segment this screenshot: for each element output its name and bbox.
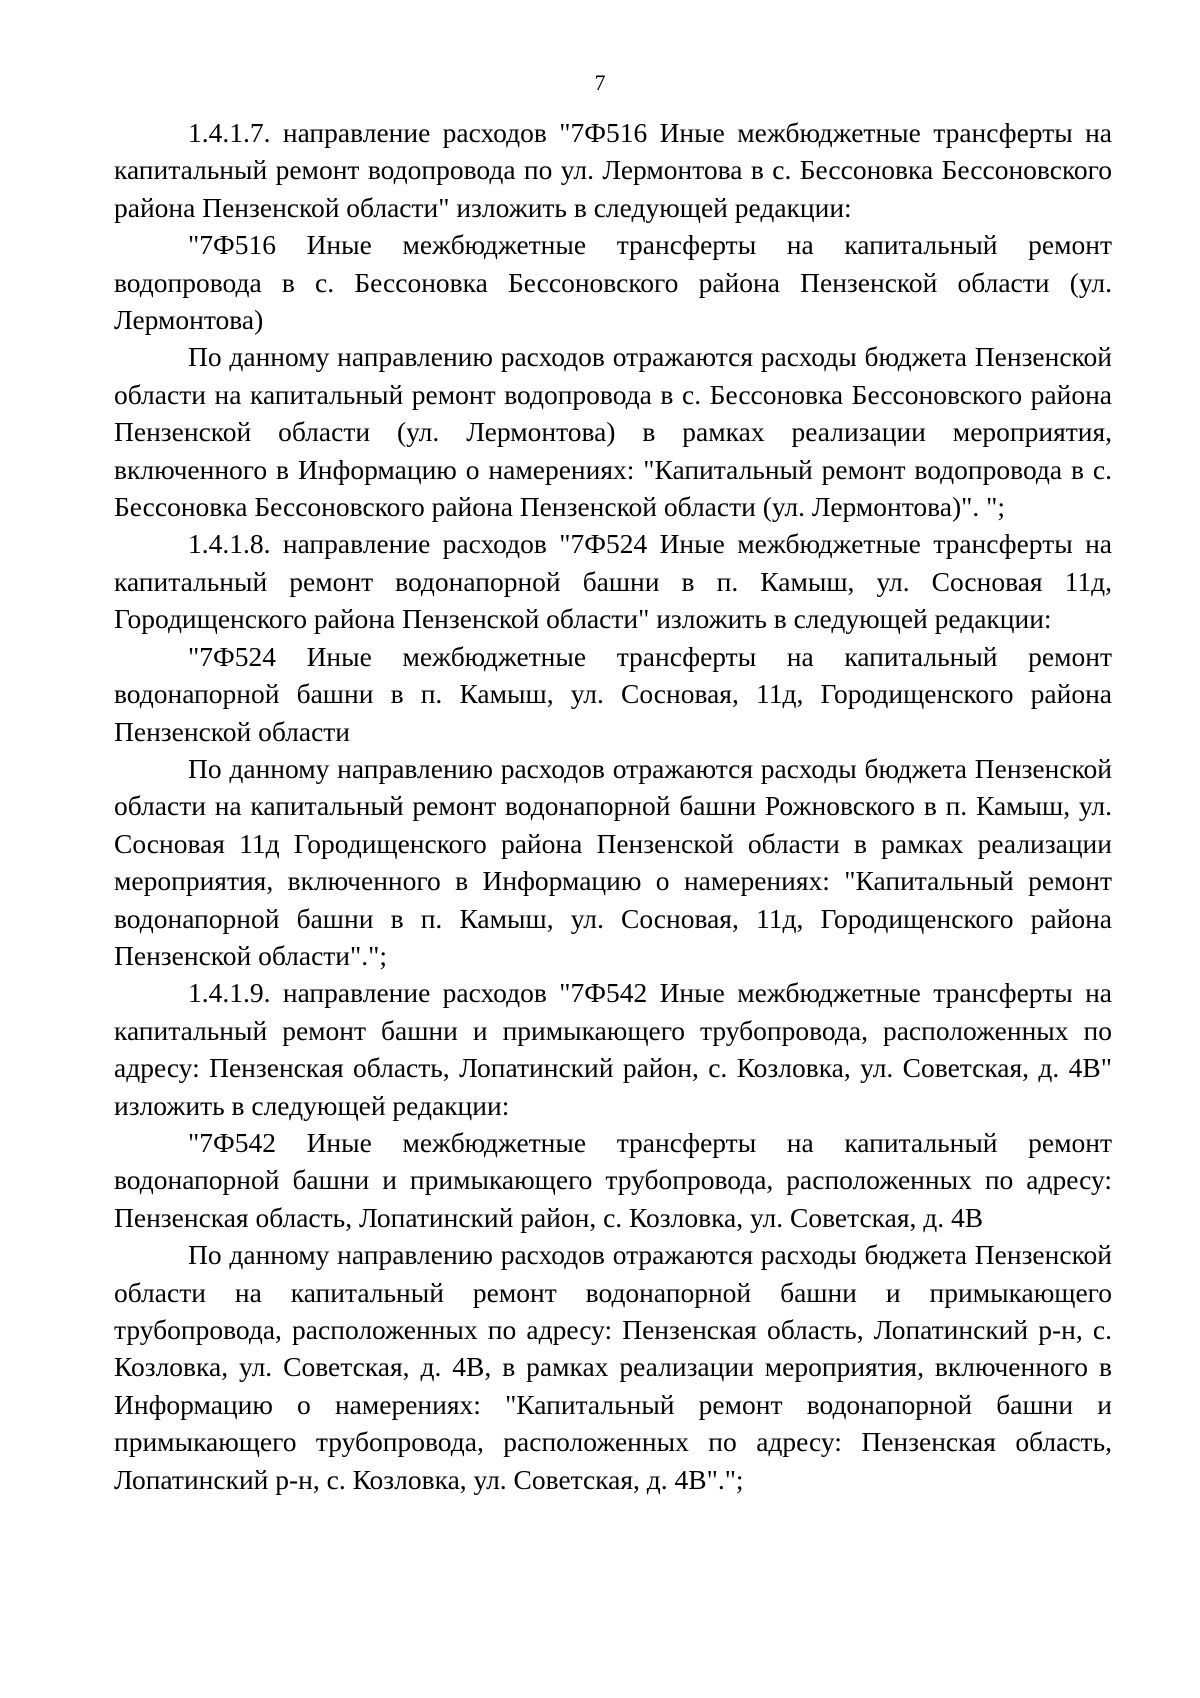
document-body — [114, 114, 1112, 1498]
paragraph-7f516-description: По данному направлению расходов отражаются расходы бюджета Пензенской области на капитальный ремонт водопровода в с. Бессоновка Бессоновского района Пензенской области (ул. Лермонтова) в рамках реализации мероприятия, включенного в Информацию о намерениях: "Капитальный ремонт водопровода в с. Бессоновка Бессоновского района Пензенской области (ул. Лермонтова)". "; — [114, 341, 1112, 523]
paragraph-7f516-title: "7Ф516 Иные межбюджетные трансферты на капитальный ремонт водопровода в с. Бессоновка Бессоновского района Пензенской области (ул. Лермонтова) — [114, 229, 1112, 336]
paragraph-1-4-1-7-heading: 1.4.1.7. направление расходов "7Ф516 Иные межбюджетные трансферты на капитальный ремонт водопровода по ул. Лермонтова в с. Бессоновка Бессоновского района Пензенской области" изложить в следующей редакции: — [114, 117, 1112, 223]
paragraph-7f542-title: "7Ф542 Иные межбюджетные трансферты на капитальный ремонт водонапорной башни и примыкающего трубопровода, расположенных по адресу: Пензенская область, Лопатинский район, с. Козловка, ул. Советская, д. 4В — [114, 1126, 1112, 1233]
paragraph-1-4-1-8-heading: 1.4.1.8. направление расходов "7Ф524 Иные межбюджетные трансферты на капитальный ремонт водонапорной башни в п. Камыш, ул. Сосновая 11д, Городищенского района Пензенской области" изложить в следующей редакции: — [114, 528, 1112, 635]
paragraph-7f524-title: "7Ф524 Иные межбюджетные трансферты на капитальный ремонт водонапорной башни в п. Камыш, ул. Сосновая, 11д, Городищенского района Пензенской области — [114, 640, 1112, 747]
paragraph-1-4-1-9-heading: 1.4.1.9. направление расходов "7Ф542 Иные межбюджетные трансферты на капитальный ремонт башни и примыкающего трубопровода, расположенных по адресу: Пензенская область, Лопатинский район, с. Козловка, ул. Советская, д. 4В" изложить в следующей редакции: — [114, 977, 1112, 1121]
paragraph-7f542-description: По данному направлению расходов отражаются расходы бюджета Пензенской области на капитальный ремонт водонапорной башни и примыкающего трубопровода, расположенных по адресу: Пензенская область, Лопатинский р-н, с. Козловка, ул. Советская, д. 4В, в рамках реализации мероприятия, включенного в Информацию о намерениях: "Капитальный ремонт водонапорной башни и примыкающего трубопровода, расположенных по адресу: Пензенская область, Лопатинский р-н, с. Козловка, ул. Советская, д. 4В"."; — [114, 1239, 1112, 1495]
page-number: 7 — [594, 70, 606, 95]
paragraph-7f524-description: По данному направлению расходов отражаются расходы бюджета Пензенской области на капитальный ремонт водонапорной башни Рожновского в п. Камыш, ул. Сосновая 11д Городищенского района Пензенской области в рамках реализации мероприятия, включенного в Информацию о намерениях: "Капитальный ремонт водонапорной башни в п. Камыш, ул. Сосновая, 11д, Городищенского района Пензенской области"."; — [114, 752, 1112, 971]
